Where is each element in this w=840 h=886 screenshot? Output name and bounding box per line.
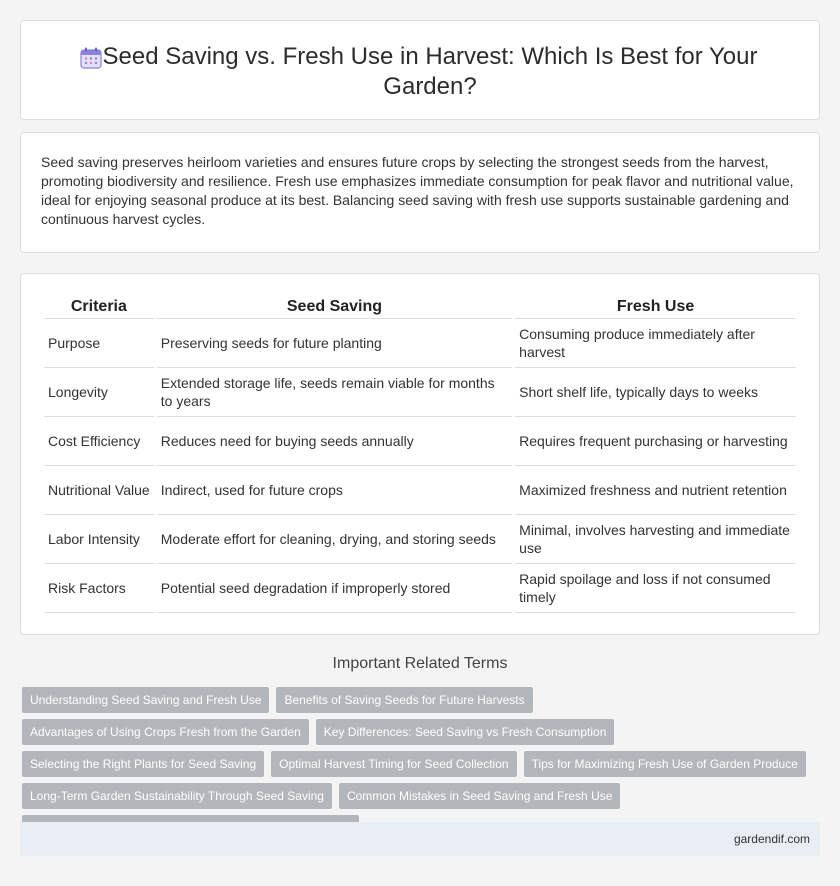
cell-criteria: Labor Intensity [44, 515, 154, 564]
title-card [20, 20, 820, 120]
intro-card [20, 132, 820, 253]
related-term-tag[interactable]: Common Mistakes in Seed Saving and Fresh Use [339, 783, 620, 809]
cell-seed-saving: Potential seed degradation if improperly stored [157, 564, 512, 613]
header-criteria: Criteria [44, 295, 154, 319]
related-terms-heading: Important Related Terms [332, 655, 508, 672]
header-seed-saving: Seed Saving [157, 295, 512, 319]
cell-criteria: Cost Efficiency [44, 417, 154, 466]
cell-fresh-use: Rapid spoilage and loss if not consumed timely [515, 564, 796, 613]
comparison-table [41, 295, 799, 613]
intro-paragraph: Seed saving preserves heirloom varieties and ensures future crops by selecting the strongest seeds from the harvest, promoting biodiversity and resilience. Fresh use emphasizes immediate consumption for peak flavor and nutritional value, ideal for enjoying seasonal produce at its best. Balancing seed saving with fresh use supports sustainable gardening and continuous harvest cycles. [41, 154, 794, 227]
cell-criteria: Purpose [44, 319, 154, 368]
related-terms-list [22, 687, 822, 841]
related-term-tag[interactable]: Advantages of Using Crops Fresh from the Garden [22, 719, 309, 745]
cell-seed-saving: Reduces need for buying seeds annually [157, 417, 512, 466]
cell-fresh-use: Requires frequent purchasing or harvesting [515, 417, 796, 466]
related-term-tag[interactable]: Long-Term Garden Sustainability Through Seed Saving [22, 783, 332, 809]
cell-seed-saving: Indirect, used for future crops [157, 466, 512, 515]
table-row [44, 466, 796, 515]
comparison-card [20, 273, 820, 635]
footer-site-link[interactable]: gardendif.com [733, 832, 810, 846]
footer [20, 822, 820, 856]
related-term-tag[interactable]: Key Differences: Seed Saving vs Fresh Consumption [316, 719, 615, 745]
cell-seed-saving: Preserving seeds for future planting [157, 319, 512, 368]
table-row [44, 515, 796, 564]
page-title: Seed Saving vs. Fresh Use in Harvest: Which Is Best for Your Garden? [102, 43, 758, 100]
table-row [44, 319, 796, 368]
cell-fresh-use: Minimal, involves harvesting and immediate use [515, 515, 796, 564]
cell-fresh-use: Short shelf life, typically days to weeks [515, 368, 796, 417]
table-row [44, 417, 796, 466]
related-term-tag[interactable]: Tips for Maximizing Fresh Use of Garden Produce [524, 751, 806, 777]
related-term-tag[interactable]: Optimal Harvest Timing for Seed Collection [271, 751, 516, 777]
cell-criteria: Nutritional Value [44, 466, 154, 515]
related-term-tag[interactable]: Understanding Seed Saving and Fresh Use [22, 687, 269, 713]
table-header-row [44, 295, 796, 319]
table-row [44, 564, 796, 613]
related-term-tag[interactable]: Benefits of Saving Seeds for Future Harvests [276, 687, 532, 713]
related-term-tag[interactable]: Selecting the Right Plants for Seed Saving [22, 751, 264, 777]
cell-criteria: Longevity [44, 368, 154, 417]
cell-seed-saving: Extended storage life, seeds remain viable for months to years [157, 368, 512, 417]
cell-fresh-use: Consuming produce immediately after harvest [515, 319, 796, 368]
table-row [44, 368, 796, 417]
cell-seed-saving: Moderate effort for cleaning, drying, and storing seeds [157, 515, 512, 564]
header-fresh-use: Fresh Use [515, 295, 796, 319]
cell-criteria: Risk Factors [44, 564, 154, 613]
cell-fresh-use: Maximized freshness and nutrient retention [515, 466, 796, 515]
